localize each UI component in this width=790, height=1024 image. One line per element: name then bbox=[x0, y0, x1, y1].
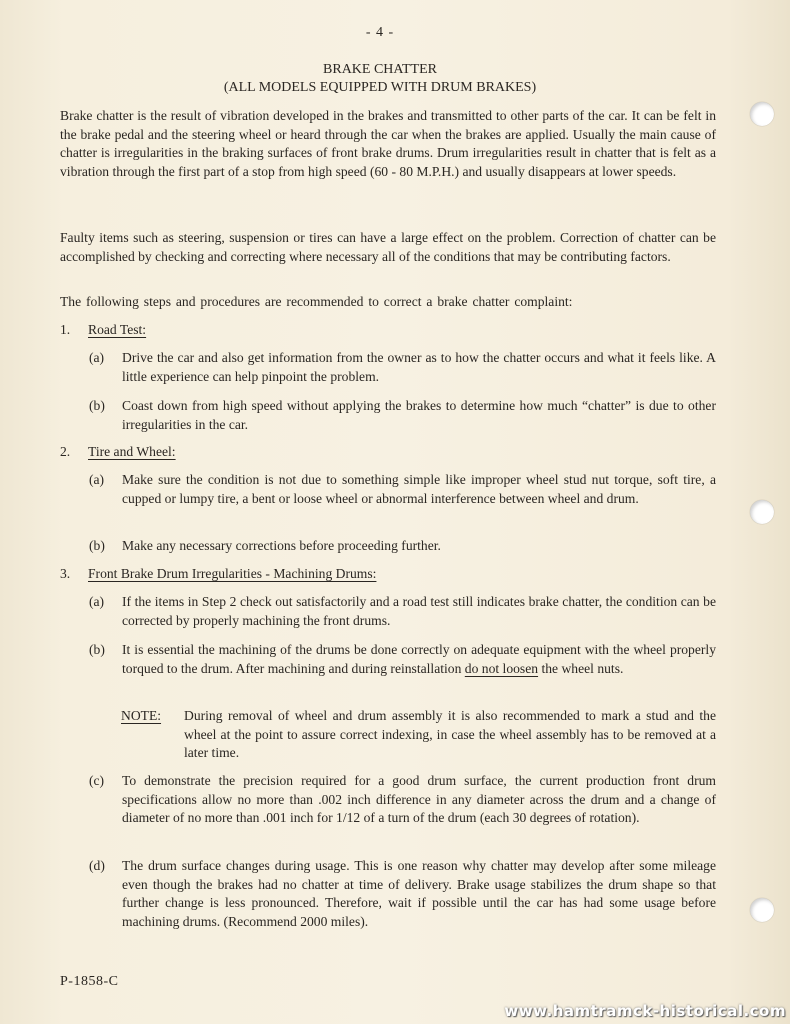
step-3c-text: To demonstrate the precision required for a good drum surface, the current production front drum specifications allow no more than .002 inch difference in any diameter across the drum and a change of diameter of no more than .001 inch for 1/12 of a turn of the drum (each 30 degrees of rotation). bbox=[122, 773, 716, 826]
punch-hole bbox=[750, 102, 774, 126]
step-3a-text: If the items in Step 2 check out satisfactorily and a road test still indicates brake chatter, the condition can be corrected by properly machining the front drums. bbox=[122, 594, 716, 628]
step-2a-label: (a) bbox=[89, 472, 105, 487]
note-text bbox=[184, 707, 716, 763]
step-2a-text: Make sure the condition is not due to something simple like improper wheel stud nut torque, soft tire, a cupped or lumpy tire, a bent or loose wheel or abnormal interference between wheel and drum. bbox=[122, 472, 716, 506]
step-3-number: 3. bbox=[60, 566, 71, 581]
page-number: - 4 - bbox=[365, 25, 395, 40]
intro-paragraph-3: The following steps and procedures are recommended to correct a brake chatter complaint: bbox=[60, 294, 573, 309]
do-not-loosen-emphasis: do not loosen bbox=[464, 660, 539, 676]
step-3c-label: (c) bbox=[89, 773, 105, 788]
punch-hole bbox=[750, 500, 774, 524]
step-3a-label: (a) bbox=[89, 594, 105, 609]
title-line-2: (ALL MODELS EQUIPPED WITH DRUM BRAKES) bbox=[223, 80, 537, 95]
step-3b-text bbox=[122, 641, 716, 678]
punch-hole bbox=[750, 898, 774, 922]
step-3d-text: The drum surface changes during usage. This is one reason why chatter may develop after some mileage even though the brakes had no chatter at time of delivery. Brake usage stabilizes the drum shape so that further change is less pronounced. Therefore, wait if possible until the car has had some usage before machining drums. (Recommend 2000 miles). bbox=[122, 858, 716, 929]
note-label: NOTE: bbox=[121, 708, 162, 723]
intro-paragraph-1: Brake chatter is the result of vibration developed in the brakes and transmitted to other parts of the car. It can be felt in the brake pedal and the steering wheel or heard through the car when the brakes are applied. Usually the main cause of chatter is irregularities in the braking surfaces of front brake drums. Drum irregularities result in chatter that is felt as a vibration through the first part of a stop from high speed (60 - 80 M.P.H.) and usually disappears at lower speeds. bbox=[60, 108, 716, 179]
step-1b-label: (b) bbox=[89, 398, 105, 413]
document-title bbox=[0, 61, 760, 97]
step-2b-text: Make any necessary corrections before proceeding further. bbox=[122, 538, 441, 553]
step-2-number: 2. bbox=[60, 444, 71, 459]
intro-paragraph-2: Faulty items such as steering, suspension or tires can have a large effect on the problem. Correction of chatter can be accomplished by checking and correcting where necessary all of the conditions that may be contributing factors. bbox=[60, 230, 716, 264]
step-3-heading: Front Brake Drum Irregularities - Machining Drums: bbox=[88, 566, 377, 581]
step-1-number: 1. bbox=[60, 322, 71, 337]
step-3b-label: (b) bbox=[89, 642, 105, 657]
step-1-heading: Road Test: bbox=[88, 322, 147, 337]
step-2b-label: (b) bbox=[89, 538, 105, 553]
title-line-1: BRAKE CHATTER bbox=[323, 62, 437, 77]
step-1b-text: Coast down from high speed without applying the brakes to determine how much “chatter” is due to other irregularities in the car. bbox=[122, 398, 716, 432]
step-1a-text: Drive the car and also get information from the owner as to how the chatter occurs and what it feels like. A little experience can help pinpoint the problem. bbox=[122, 350, 716, 384]
footer-code: P-1858-C bbox=[60, 974, 119, 989]
step-1a-label: (a) bbox=[89, 350, 105, 365]
step-3b-text-pre: It is essential the machining of the drums be done correctly on adequate equipment with the wheel properly torqued to the drum. After machining and during reinstallation bbox=[122, 642, 716, 676]
site-watermark: www.hamtramck-historical.com bbox=[504, 1002, 786, 1020]
step-3d-label: (d) bbox=[89, 858, 105, 873]
step-2-heading: Tire and Wheel: bbox=[88, 444, 176, 459]
step-3b-text-post: the wheel nuts. bbox=[538, 660, 624, 676]
note-body: During removal of wheel and drum assembly it is also recommended to mark a stud and the wheel at the point to assure correct indexing, in case the wheel assembly has to be removed at a later time. bbox=[184, 708, 716, 761]
